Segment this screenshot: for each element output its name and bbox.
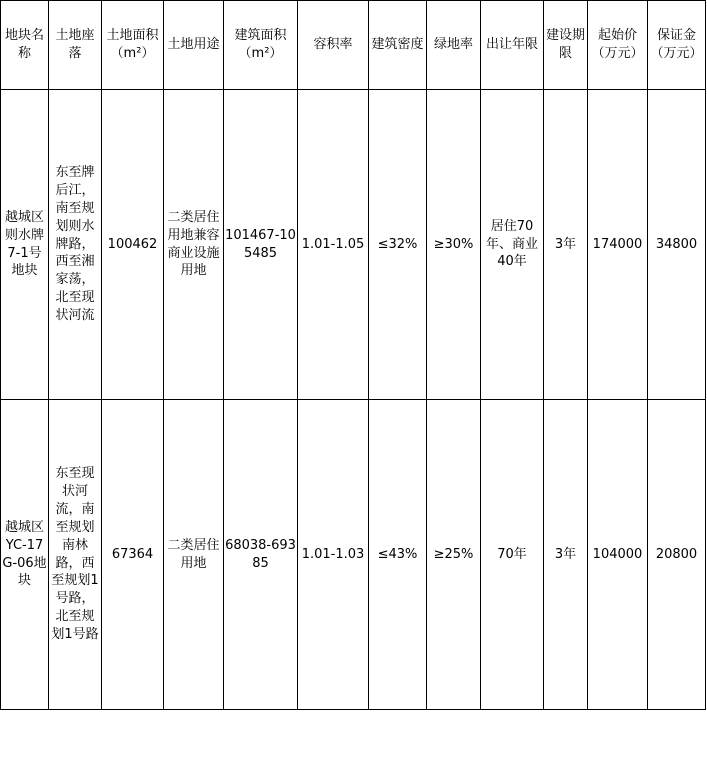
cell-far: 1.01-1.03 [298,400,369,710]
column-header-far: 容积率 [298,1,369,90]
table-row [1,400,706,710]
cell-land-use: 二类居住用地兼容商业设施用地 [164,90,224,400]
column-header-building-density: 建筑密度 [369,1,427,90]
cell-parcel-name: 越城区YC-17G-06地块 [1,400,49,710]
cell-location: 东至现状河流，南至规划南林路，西至规划1号路，北至规划1号路 [49,400,102,710]
cell-starting-price: 174000 [588,90,648,400]
cell-building-density: ≤32% [369,90,427,400]
cell-construction-period: 3年 [544,90,588,400]
cell-location: 东至牌后江，南至规划则水牌路，西至湘家荡，北至现状河流 [49,90,102,400]
cell-land-area: 67364 [102,400,164,710]
table-header [1,1,706,90]
column-header-building-area: 建筑面积（m²） [224,1,298,90]
table-header-row [1,1,706,90]
cell-far: 1.01-1.05 [298,90,369,400]
cell-term: 居住70年、商业40年 [481,90,544,400]
column-header-name: 地块名称 [1,1,49,90]
cell-land-use: 二类居住用地 [164,400,224,710]
cell-land-area: 100462 [102,90,164,400]
cell-green-rate: ≥25% [427,400,481,710]
cell-building-area: 68038-69385 [224,400,298,710]
column-header-use: 土地用途 [164,1,224,90]
cell-construction-period: 3年 [544,400,588,710]
column-header-area: 土地面积（m²） [102,1,164,90]
table-row [1,90,706,400]
column-header-starting-price: 起始价（万元） [588,1,648,90]
cell-term: 70年 [481,400,544,710]
cell-deposit: 20800 [648,400,706,710]
column-header-construction-period: 建设期限 [544,1,588,90]
column-header-location: 土地座落 [49,1,102,90]
cell-starting-price: 104000 [588,400,648,710]
column-header-term: 出让年限 [481,1,544,90]
cell-building-area: 101467-105485 [224,90,298,400]
cell-green-rate: ≥30% [427,90,481,400]
cell-building-density: ≤43% [369,400,427,710]
cell-parcel-name: 越城区则水牌7-1号地块 [1,90,49,400]
column-header-green-rate: 绿地率 [427,1,481,90]
cell-deposit: 34800 [648,90,706,400]
table-body [1,90,706,710]
column-header-deposit: 保证金（万元） [648,1,706,90]
